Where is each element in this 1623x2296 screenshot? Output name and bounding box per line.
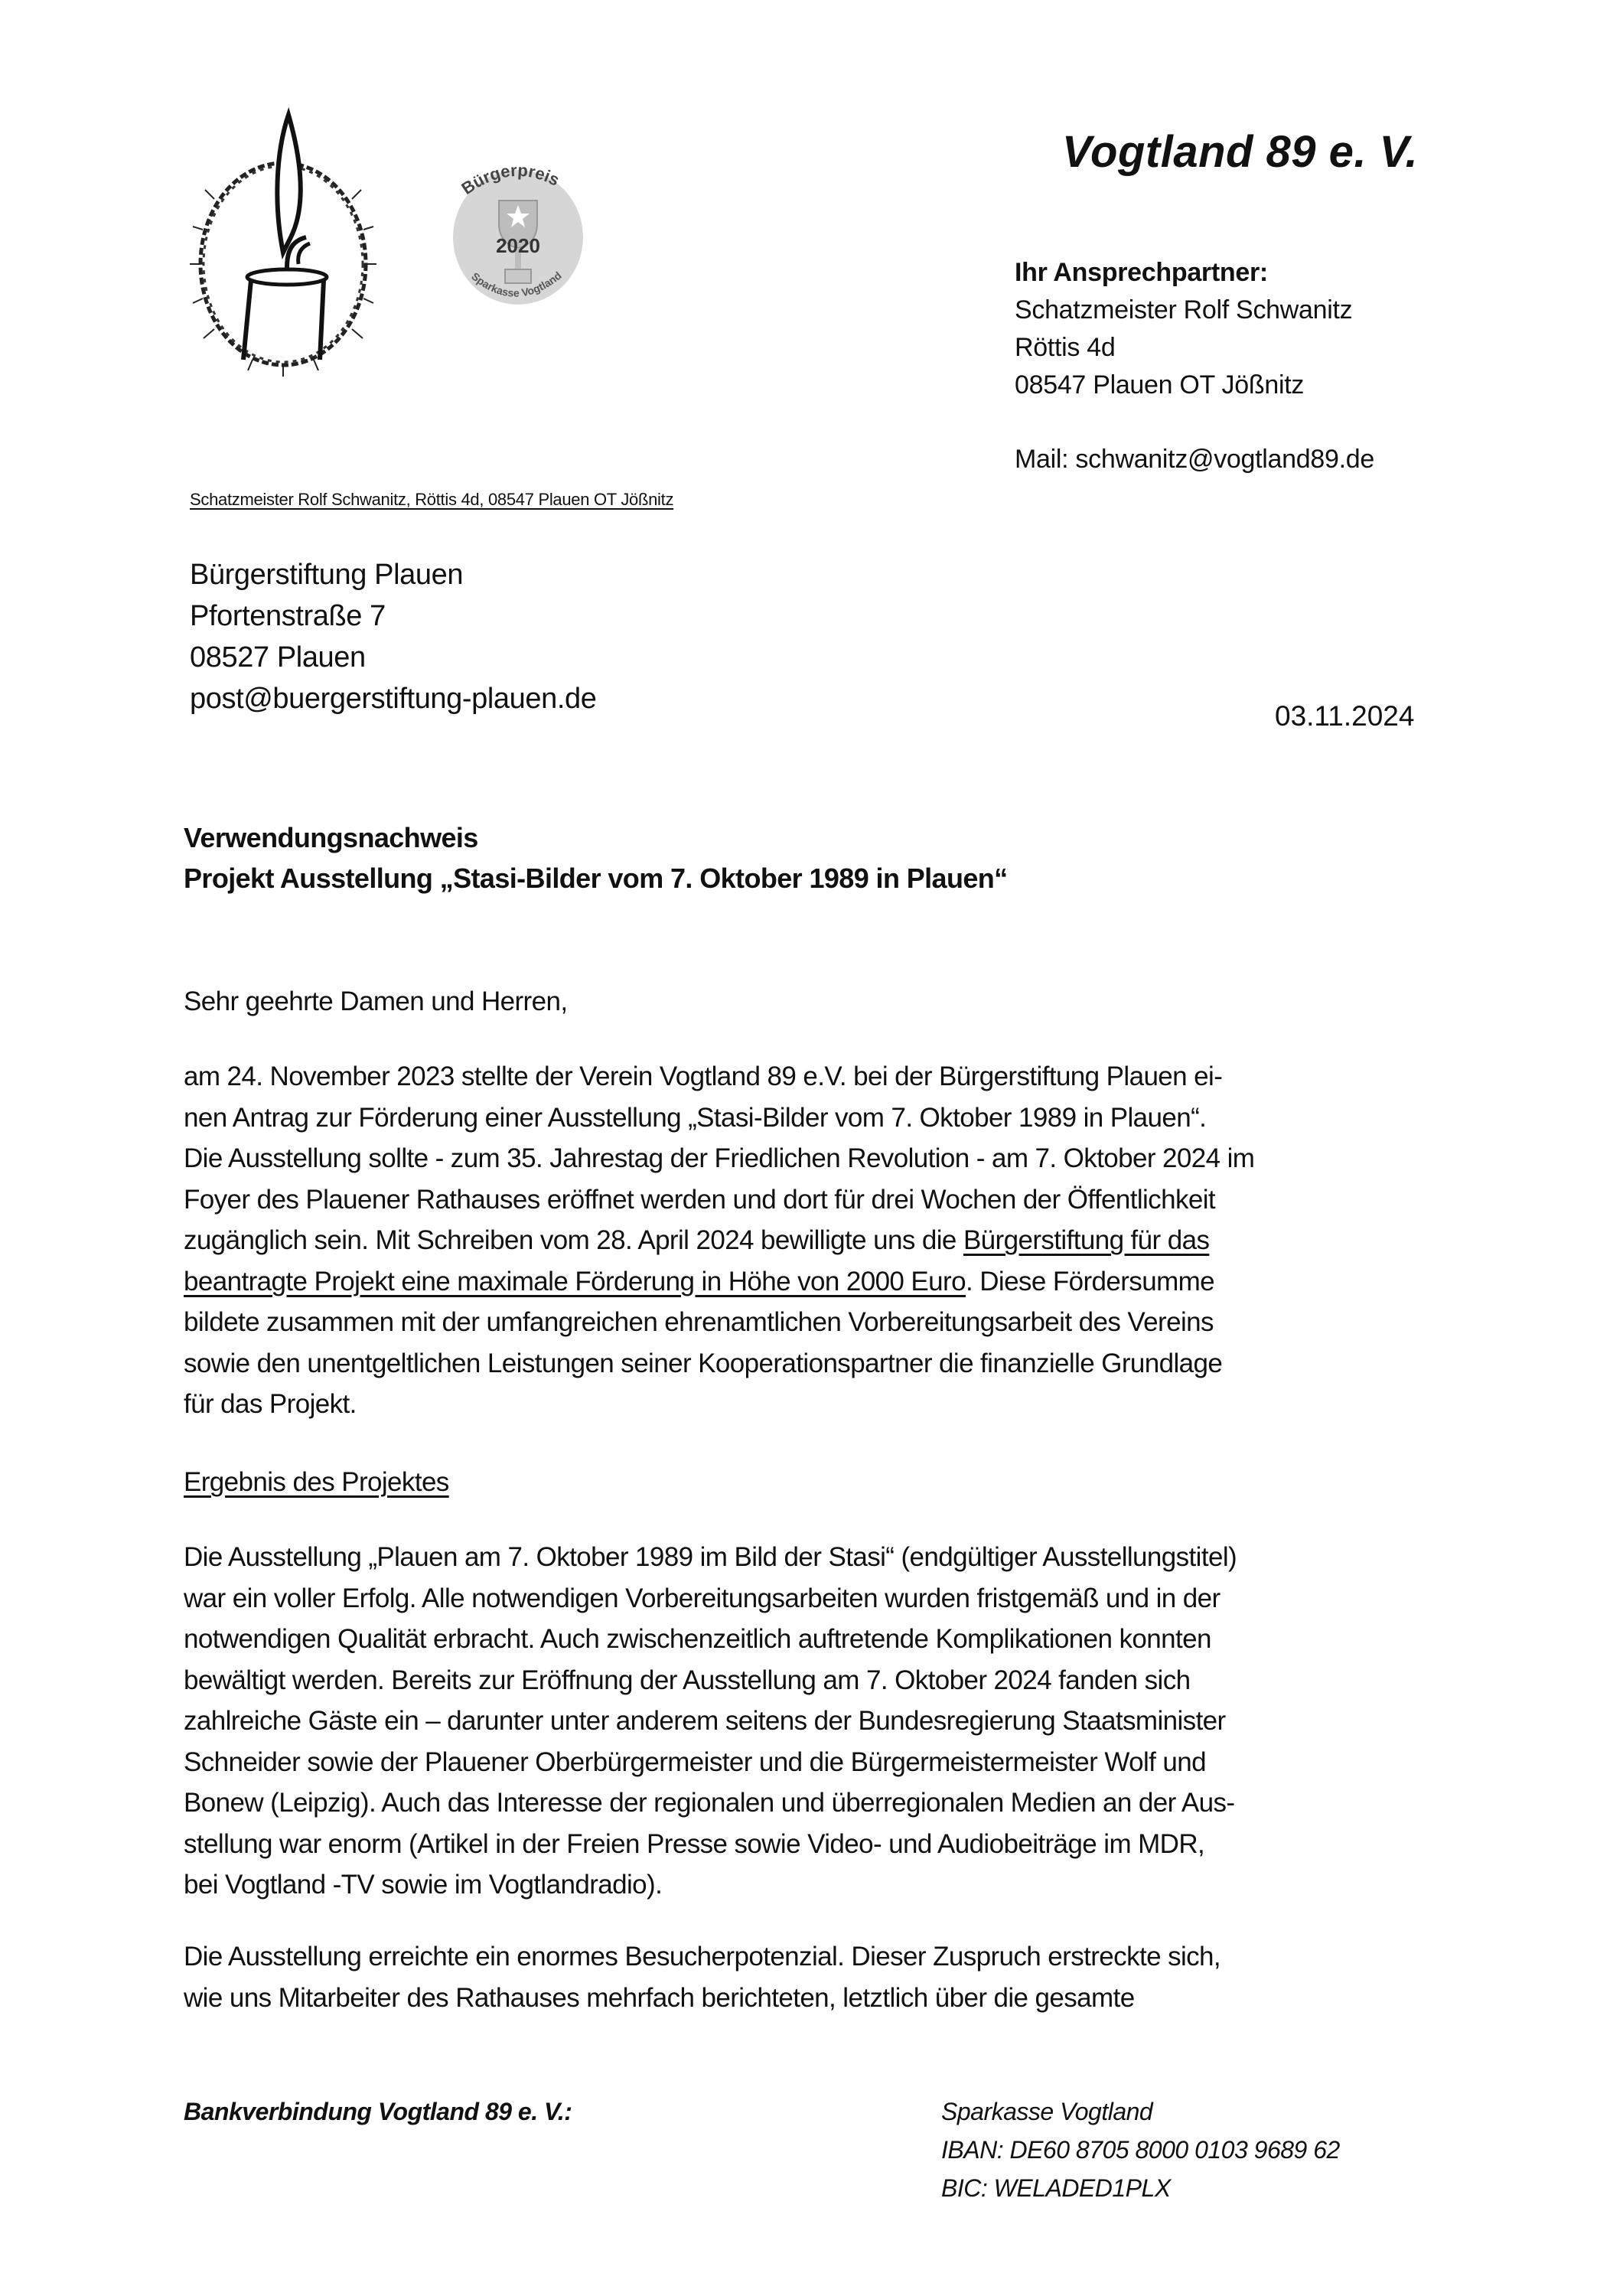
contact-block [1015, 254, 1374, 478]
recipient-name: Bürgerstiftung Plauen [190, 559, 464, 591]
text-line: bei Vogtland -TV sowie im Vogtlandradio). [184, 1870, 663, 1900]
paragraph-result [184, 1537, 1237, 1906]
recipient-street: Pfortenstraße 7 [190, 600, 386, 632]
badge-title: Bürgerpreis [458, 160, 563, 199]
recipient-address [190, 554, 597, 719]
subject-line-1: Verwendungsnachweis [184, 822, 478, 853]
text-segment: . Diese Fördersumme [965, 1266, 1215, 1296]
trophy-icon [445, 153, 591, 314]
text-line: bewältigt werden. Bereits zur Eröffnung der Ausstellung am 7. Oktober 2024 fanden sich [184, 1665, 1191, 1695]
highlighted-grant-text: beantragte Projekt eine maximale Förderung in Höhe von 2000 Euro [184, 1266, 966, 1296]
award-badge [445, 153, 591, 314]
sender-return-address: Schatzmeister Rolf Schwanitz, Röttis 4d, 08547 Plauen OT Jößnitz [190, 490, 674, 509]
candle-barbed-wire-logo [184, 107, 390, 383]
recipient-email-link[interactable]: post@buergerstiftung-plauen.de [190, 683, 597, 715]
text-segment: zugänglich sein. Mit Schreiben vom 28. April 2024 bewilligte uns die [184, 1225, 963, 1255]
text-line: notwendigen Qualität erbracht. Auch zwischenzeitlich auftretende Komplikationen konnten [184, 1624, 1211, 1654]
contact-street: Röttis 4d [1015, 333, 1116, 362]
section-heading-result: Ergebnis des Projektes [184, 1467, 449, 1497]
text-line: Die Ausstellung erreichte ein enormes Besucherpotenzial. Dieser Zuspruch erstreckte sich, [184, 1942, 1221, 1971]
text-line: Schneider sowie der Plauener Oberbürgermeister und die Bürgermeistermeister Wolf und [184, 1746, 1207, 1777]
text-line [184, 1261, 1254, 1303]
text-line: Die Ausstellung „Plauen am 7. Oktober 1989 im Bild der Stasi“ (endgültiger Ausstellungstitel) [184, 1542, 1237, 1572]
text-line: bildete zusammen mit der umfangreichen ehrenamtlichen Vorbereitungsarbeit des Vereins [184, 1307, 1214, 1337]
badge-year: 2020 [496, 234, 540, 257]
bank-label: Bankverbindung Vogtland 89 e. V.: [184, 2098, 572, 2125]
text-line: nen Antrag zur Förderung einer Ausstellung „Stasi-Bilder vom 7. Oktober 1989 in Plauen“. [184, 1102, 1207, 1133]
text-line: Foyer des Plauener Rathauses eröffnet werden und dort für drei Wochen der Öffentlichkeit [184, 1184, 1216, 1215]
text-line: stellung war enorm (Artikel in der Freien Presse sowie Video- und Audiobeiträge im MDR, [184, 1828, 1205, 1859]
highlighted-grant-text: Bürgerstiftung für das [963, 1225, 1210, 1255]
letter-date: 03.11.2024 [1275, 700, 1415, 732]
text-line: Die Ausstellung sollte - zum 35. Jahrestag der Friedlichen Revolution - am 7. Oktober 2024 im [184, 1143, 1255, 1173]
text-line: am 24. November 2023 stellte der Verein Vogtland 89 e.V. bei der Bürgerstiftung Plauen ei- [184, 1062, 1223, 1091]
text-line: zahlreiche Gäste ein – darunter unter anderem seitens der Bundesregierung Staatsminister [184, 1706, 1226, 1736]
paragraph-visitors [184, 1936, 1221, 2018]
subject [184, 817, 1008, 899]
bank-iban: IBAN: DE60 8705 8000 0103 9689 62 [941, 2136, 1340, 2164]
contact-heading: Ihr Ansprechpartner: [1015, 258, 1268, 287]
badge-sponsor: Sparkasse Vogtland [469, 269, 564, 299]
text-line [184, 1220, 1254, 1261]
text-line: war ein voller Erfolg. Alle notwendigen Vorbereitungsarbeiten wurden fristgemäß und in der [184, 1583, 1221, 1613]
bank-name: Sparkasse Vogtland [941, 2098, 1153, 2125]
salutation: Sehr geehrte Damen und Herren, [184, 987, 568, 1016]
text-line: sowie den unentgeltlichen Leistungen seiner Kooperationspartner die finanzielle Grundlage [184, 1348, 1223, 1378]
text-line: Bonew (Leipzig). Auch das Interesse der regionalen und überregionalen Medien an der Aus- [184, 1788, 1235, 1818]
text-line: wie uns Mitarbeiter des Rathauses mehrfach berichteten, letztlich über die gesamte [184, 1982, 1135, 2013]
footer-bank-label [184, 2092, 572, 2131]
paragraph-application [184, 1056, 1254, 1425]
subject-line-2: Projekt Ausstellung „Stasi-Bilder vom 7. Oktober 1989 in Plauen“ [184, 863, 1008, 894]
recipient-city: 08527 Plauen [190, 641, 366, 673]
contact-city: 08547 Plauen OT Jößnitz [1015, 370, 1305, 400]
bank-bic: BIC: WELADED1PLX [941, 2174, 1171, 2202]
footer-bank-details [941, 2092, 1340, 2207]
text-line: für das Projekt. [184, 1389, 357, 1419]
contact-name: Schatzmeister Rolf Schwanitz [1015, 295, 1353, 325]
candle-logo-icon [184, 107, 390, 383]
contact-email-link[interactable]: Mail: schwanitz@vogtland89.de [1015, 445, 1374, 474]
org-title: Vogtland 89 e. V. [1062, 127, 1419, 177]
